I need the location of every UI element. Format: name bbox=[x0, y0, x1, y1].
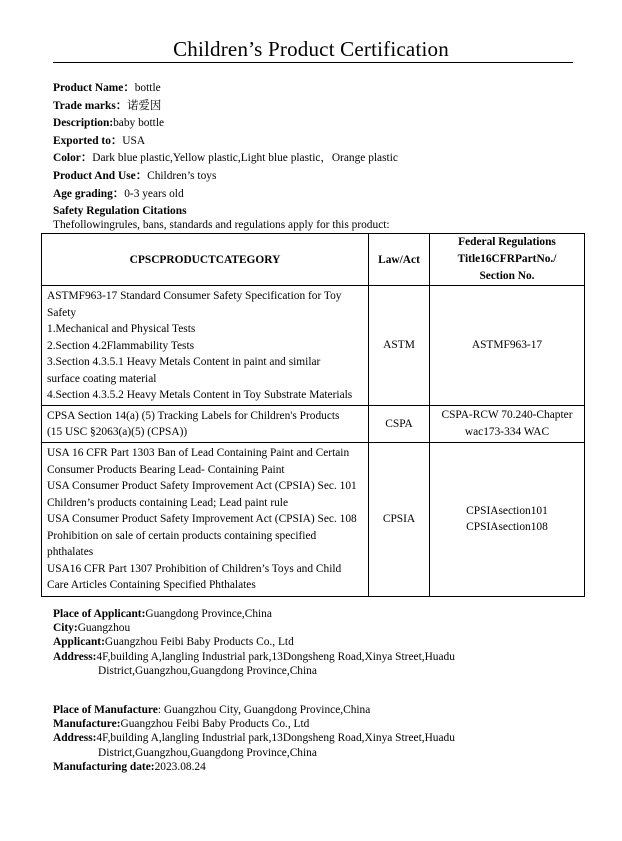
row-law: ASTM bbox=[369, 286, 430, 406]
regulations-intro: Thefollowingrules, bans, standards and regulations apply for this product: bbox=[53, 219, 390, 231]
regulations-table bbox=[41, 233, 585, 597]
applicant: Applicant:Guangzhou Feibi Baby Products Co., Ltd bbox=[53, 636, 294, 649]
place-of-manufacture: Place of Manufacture: Guangzhou City, Guangdong Province,China bbox=[53, 704, 371, 716]
applicant-block bbox=[53, 607, 455, 678]
row-federal: CSPA-RCW 70.240-Chapter wac173-334 WAC bbox=[430, 405, 585, 442]
title-underline bbox=[53, 62, 573, 63]
row-category: ASTMF963-17 Standard Consumer Safety Specification for Toy Safety 1.Mechanical and Physical Tests 2.Section 4.2Flammability Tests 3.Section 4.3.5.1 Heavy Metals Content in paint and similar surface coating material 4.Section 4.3.5.2 Heavy Metals Content in Toy Substrate Materials bbox=[42, 286, 369, 406]
info-age-grading: Age grading：0-3 years old bbox=[53, 187, 184, 200]
info-trade-marks: Trade marks：诺爱因 bbox=[53, 99, 162, 112]
header-category: CPSCPRODUCTCATEGORY bbox=[42, 234, 369, 286]
city: City:Guangzhou bbox=[53, 622, 131, 635]
info-product-name: Product Name：bottle bbox=[53, 82, 161, 94]
product-info bbox=[53, 80, 398, 221]
table-row bbox=[42, 405, 585, 442]
place-of-applicant: Place of Applicant:Guangdong Province,China bbox=[53, 608, 272, 620]
table-header-row bbox=[42, 234, 585, 286]
row-category: USA 16 CFR Part 1303 Ban of Lead Containing Paint and Certain Consumer Products Bearing Lead- Containing Paint USA Consumer Product Safety Improvement Act (CPSIA) Sec. 101 Children’s products containing Lead; Lead paint rule USA Consumer Product Safety Improvement Act (CPSIA) Sec. 108 Prohibition on sale of certain products containing specified phthalates USA16 CFR Part 1307 Prohibition of Children’s Toys and Child Care Articles Containing Specified Phthalates bbox=[42, 442, 369, 596]
row-law: CPSIA bbox=[369, 442, 430, 596]
row-law: CSPA bbox=[369, 405, 430, 442]
manufacturing-date: Manufacturing date:2023.08.24 bbox=[53, 760, 206, 773]
table-row bbox=[42, 442, 585, 596]
info-description: Description:baby bottle bbox=[53, 117, 165, 130]
row-category: CPSA Section 14(a) (5) Tracking Labels for Children's Products (15 USC §2063(a)(5) (CPSA)) bbox=[42, 405, 369, 442]
info-color: Color：Dark blue plastic,Yellow plastic,Light blue plastic，Orange plastic bbox=[53, 152, 398, 165]
manufacture-address: Address:4F,building A,langling Industrial park,13Dongsheng Road,Xinya Street,Huadu bbox=[53, 732, 455, 745]
manufacture-block bbox=[53, 703, 455, 774]
info-product-use: Product And Use：Children’s toys bbox=[53, 169, 217, 182]
row-federal: ASTMF963-17 bbox=[430, 286, 585, 406]
manufacturer: Manufacture:Guangzhou Feibi Baby Products Co., Ltd bbox=[53, 718, 310, 731]
header-federal: Federal Regulations Title16CFRPartNo./ Section No. bbox=[430, 234, 585, 286]
row-federal: CPSIAsection101 CPSIAsection108 bbox=[430, 442, 585, 596]
applicant-address: Address:4F,building A,langling Industrial park,13Dongsheng Road,Xinya Street,Huadu bbox=[53, 650, 455, 663]
document-title: Children’s Product Certification bbox=[173, 37, 449, 61]
info-exported-to: Exported to：USA bbox=[53, 134, 146, 147]
header-law: Law/Act bbox=[369, 234, 430, 286]
manufacture-address-line2: District,Guangzhou,Guangdong Province,China bbox=[98, 746, 317, 759]
info-safety-citations-heading: Safety Regulation Citations bbox=[53, 205, 187, 218]
table-row bbox=[42, 286, 585, 406]
applicant-address-line2: District,Guangzhou,Guangdong Province,China bbox=[98, 664, 317, 677]
